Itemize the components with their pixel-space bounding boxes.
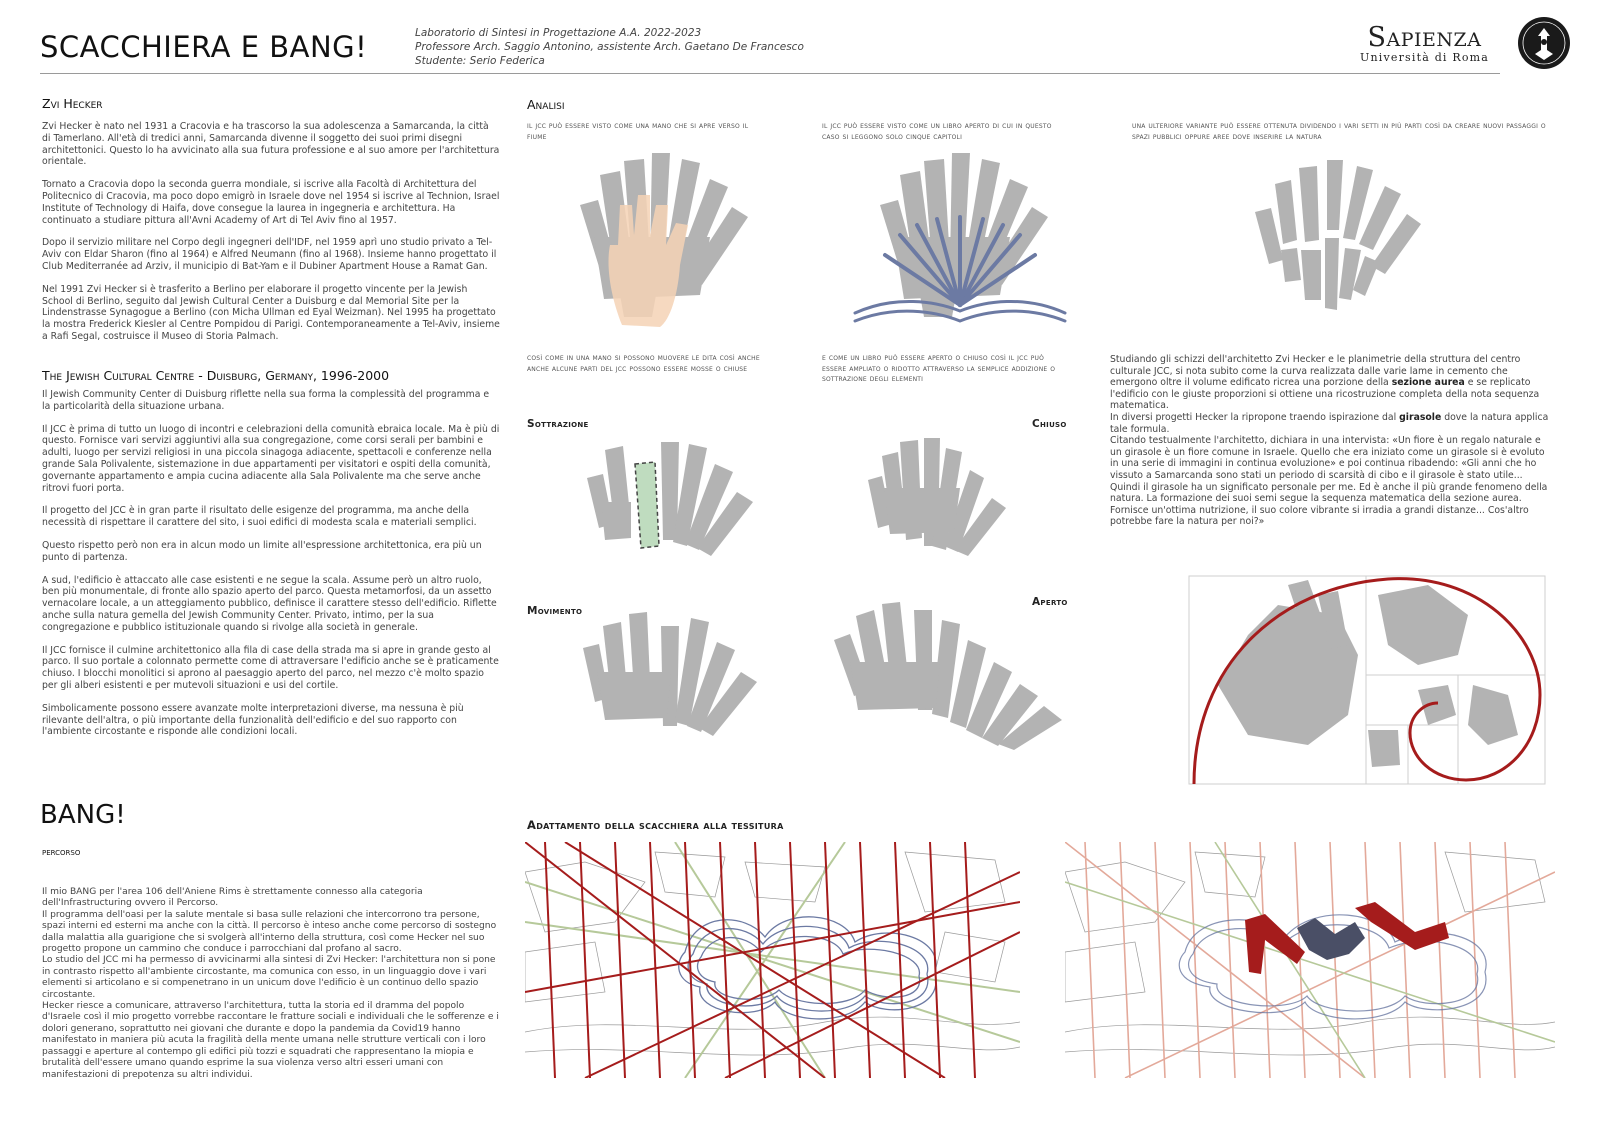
fib-text: dove la natura applica tale formula.	[1110, 411, 1549, 435]
label-chiuso: Chiuso	[1032, 418, 1067, 430]
course-line: Studente: Serio Federica	[415, 55, 545, 67]
jcc-paragraph: Il progetto del JCC è in gran parte il risultato delle esigenze del programma, ma anche della necessità di rispettare il carattere del sito, i suoi edifici di modesta scala e materiali semplici.	[42, 505, 477, 529]
chiuso-diagram	[860, 428, 1030, 558]
jcc-paragraph: Questo rispetto però non era in alcun modo un limite all'espressione architettonica, era più un punto di partenza.	[42, 539, 482, 563]
university-logo	[1360, 22, 1489, 64]
fib-highlight-girasole: girasole	[1399, 411, 1442, 423]
university-sub: Università di Roma	[1360, 51, 1490, 64]
percorso-title: percorso	[42, 846, 81, 858]
scacchiera-map-right	[1065, 842, 1555, 1078]
zvi-paragraph: Nel 1991 Zvi Hecker si è trasferito a Berlino per elaborare il progetto vincente per la Jewish School di Berlino, seguito dal Jewish Cultural Center a Duisburg e dal Memorial Site per la Lindenstrasse Synagogue a Berlino (con Micha Ullman ed Eyal Weizman). Nel 1995 ha progettato la mostra Frederick Kiesler al Centre Pompidou di Parigi. Contemporaneamente a Tel-Aviv, insieme a Rafi Segal, costruisce il Museo di Storia Palmach.	[42, 283, 500, 342]
label-sottrazione: Sottrazione	[527, 418, 589, 430]
fib-text: Studiando gli schizzi dell'architetto Zvi Hecker e le planimetrie della struttura del centro culturale JCC, si nota subito come la curva realizzata dalle varie lame in cemento che emergono oltre il volume edificato ricrea una porzione della	[1110, 354, 1521, 389]
analisi-title	[527, 97, 564, 112]
course-line: Professore Arch. Saggio Antonino, assistente Arch. Gaetano De Francesco	[415, 41, 804, 53]
label-movimento: Movimento	[527, 605, 583, 617]
zvi-paragraph: Dopo il servizio militare nel Corpo degli ingegneri dell'IDF, nel 1959 aprì uno studio privato a Tel-Aviv con Eldar Sharon (fino al 1964) e Alfred Neumann (fino al 1968). Insieme hanno progettato il Club Mediterranée ad Arziv, il municipio di Bat-Yam e il Dubiner Apartment House a Ramat Gan.	[42, 237, 497, 272]
university-seal-icon	[1517, 16, 1571, 70]
fib-text: Citando testualmente l'architetto, dichiara in una intervista: «Un fiore è un regalo naturale e un girasole è un fiore comune in Israele. Quello che era iniziato come un girasole si è evoluto in una serie di immagini in continua evoluzione» e poi continua ribadendo: «Gli anni che ho vissuto a Samarcanda sono stati un periodo di scarsità di cibo e il girasole è stato utile... Quindi il girasole ha un significato personale per me. Ed è anche il più grande fenomeno della natura. La formazione dei suoi semi segue la sequenza matematica della sezione aurea. Fornisce un'ottima nutrizione, il suo colore vibrante si irradia a grandi distanze... Cos'altro potrebbe fare la natura per noi?»	[1110, 435, 1548, 528]
fib-highlight-sezione: sezione aurea	[1391, 377, 1465, 389]
fib-text: e se replicato l'edificio con le giuste proporzioni si ottiene una ricostruzione completa della nota sequenza matematica.	[1110, 377, 1540, 412]
book-diagram	[845, 145, 1075, 335]
university-name: Sapienza	[1367, 22, 1482, 53]
sottrazione-diagram	[575, 428, 775, 558]
bang-paragraph: Il mio BANG per l'area 106 dell'Aniene Rims è strettamente connesso alla categoria dell'Infrastructuring ovvero il Percorso. Il programma dell'oasi per la salute mentale si basa sulle relazioni che intercorrono tra persone, spazi interni ed esterni ma anche con la città. Il percorso è inteso anche come percorso di sostegno dalla malattia alla guarigione che si svolgerà all'interno della struttura, così come Hecker nel suo progetto propone un cammino che conduce i parrocchiani dal profano al sacro. Lo studio del JCC mi ha permesso di avvicinarmi alla sintesi di Zvi Hecker: l'architettura non si pone in contrasto rispetto all'ambiente circostante, ma comunica con esso, in un linguaggio dove i vari elementi si articolano e si compenetrano in un unicum dove l'edificio è un continuo dello spazio circostante. Hecker riesce a comunicare, attraverso l'architettura, tutta la storia ed il dramma del popolo d'Israele così il mio progetto vorrebbe raccontare le fratture sociali e individuali che le sofferenze e i dolori generano, soprattutto nei giovani che durante e dopo la pandemia da Covid19 hanno manifestato in maniera più acuta la fragilità della mente umana nelle strutture verticali con i loro passaggi e aperture al contempo gli edifici più tozzi e squadrati che rappresentano la miopia e brutalità dell'essere umano quando esprime la sua violenza verso altri esseri umani con manifestazioni di prepotenza su altri individui.	[42, 887, 499, 1080]
zvi-hecker-section	[42, 96, 500, 354]
analisi-heading: Analisi	[527, 97, 565, 112]
header-divider	[40, 73, 1500, 74]
label-aperto: Aperto	[1032, 596, 1068, 608]
course-info	[415, 26, 804, 68]
bang-title: BANG!	[40, 800, 126, 830]
caption-hand: il jcc può essere visto come una mano che si apre verso il fiume	[527, 120, 749, 141]
golden-section-text	[1110, 354, 1555, 528]
page-title: SCACCHIERA E BANG!	[40, 30, 368, 64]
caption-book: il jcc può essere visto come un libro aperto di cui in questo caso si leggono solo cinque capitoli	[822, 120, 1052, 141]
zvi-paragraph: Tornato a Cracovia dopo la seconda guerra mondiale, si iscrive alla Facoltà di Architettura del Politecnico di Cracovia, ma poco dopo emigrò in Israele dove nel 1954 si iscrive al Technion, Israel Institute of Technology di Haifa, dove consegue la laurea in ingegneria e architettura. Ha continuato a studiare pittura all'Avni Academy of Art di Tel Aviv fino al 1957.	[42, 179, 500, 226]
movimento-diagram	[575, 608, 785, 738]
golden-text-block	[1110, 354, 1555, 528]
caption-book-2: e come un libro può essere aperto o chiuso così il jcc può essere ampliato o ridotto attraverso la semplice addizione o sottrazione degli elementi	[822, 352, 1056, 384]
jcc-paragraph: Il Jewish Community Center di Duisburg riflette nella sua forma la complessità del programma e la particolarità della situazione urbana.	[42, 389, 490, 412]
subtracted-block	[635, 462, 659, 548]
jcc-section	[42, 368, 500, 749]
adattamento-title: Adattamento della scacchiera alla tessitura	[527, 818, 784, 832]
aperto-diagram	[830, 600, 1100, 750]
scacchiera-map-left	[525, 842, 1020, 1078]
fib-text: In diversi progetti Hecker la ripropone traendo ispirazione dal	[1110, 411, 1400, 423]
bang-text	[42, 868, 500, 1111]
course-line: Laboratorio di Sintesi in Progettazione A.A. 2022-2023	[415, 27, 702, 39]
jcc-title: The Jewish Cultural Centre - Duisburg, Germany, 1996-2000	[42, 368, 390, 383]
caption-hand-2: così come in una mano si possono muovere le dita così anche anche alcune parti del jcc possono essere mosse o chiuse	[527, 352, 760, 373]
split-diagram	[1235, 150, 1435, 330]
zvi-paragraph: Zvi Hecker è nato nel 1931 a Cracovia e ha trascorso la sua adolescenza a Samarcanda, la città di Tamerlano. All'età di tredici anni, Samarcanda divenne il soggetto dei suoi primi disegni architettonici. Questo lo ha avvicinato alla sua futura professione e al suo amore per l'architettura orientale.	[42, 121, 500, 168]
hand-diagram	[560, 145, 770, 335]
jcc-paragraph: Simbolicamente possono essere avanzate molte interpretazioni diverse, ma nessuna è più rilevante dell'altra, o più importante della funzionalità dell'edificio e del suo rapporto con l'ambiente circostante e risponde alle condizioni locali.	[42, 702, 464, 738]
jcc-paragraph: Il JCC fornisce il culmine architettonico alla fila di case della strada ma si apre in grande gesto al parco. Il suo portale a colonnato permette come di attraversare l'edificio anche se è praticamente chiuso. I blocchi monolitici si aprono al paesaggio aperto del parco, nel mezzo c'è molto spazio per gli alberi esistenti e per mutevoli situazioni e usi del cortile.	[42, 644, 499, 691]
zvi-hecker-title: Zvi Hecker	[42, 96, 103, 111]
caption-split: una ulteriore variante può essere ottenuta dividendo i vari setti in più parti così da creare nuovi passaggi o spazi pubblici oppure aree dove inserire la natura	[1132, 120, 1546, 141]
golden-spiral-diagram	[1188, 575, 1548, 787]
jcc-paragraph: Il JCC è prima di tutto un luogo di incontri e celebrazioni della comunità ebraica locale. Ma è più di questo. Fornisce vari servizi aggiuntivi alla sua congregazione, come corsi serali per bambini e adulti, luogo per servizi religiosi in una piccola sinagoga adiacente, spettacoli e conferenze nella grande Sala Polivalente, sistemazione in due appartamenti per visitatori e ospiti della comunità, governante appartamento e ampia cucina adiacente alla Sala Polivalente ma che serve anche ritrovi fuori porta.	[42, 423, 500, 494]
jcc-paragraph: A sud, l'edificio è attaccato alle case esistenti e ne segue la scala. Assume però un altro ruolo, ben più monumentale, di fronte allo spazio aperto del parco. Questa metamorfosi, da un assetto vernacolare locale, a un atteggiamento pubblico, definisce il carattere stesso dell'edificio. Riflette anche sulla natura gemella del Jewish Community Center. Privato, intimo, per la sua congregazione e pubblico istituzionale quando si rivolge alla società in generale.	[42, 574, 497, 633]
